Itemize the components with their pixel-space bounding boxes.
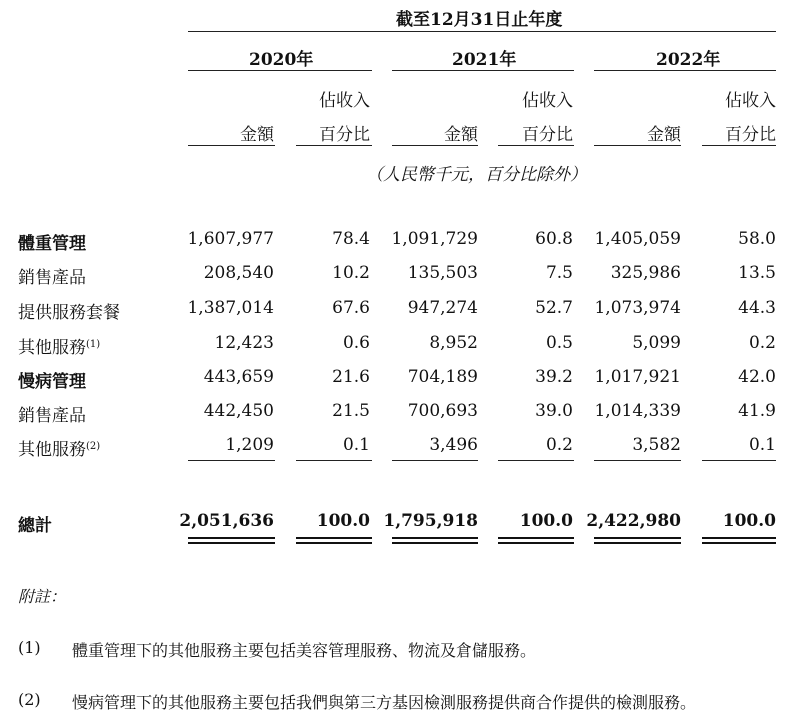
footnote-marker: (1) bbox=[86, 339, 101, 350]
amount-header-2020: 金額 bbox=[240, 125, 274, 145]
cell-amount-2021: 135,503 bbox=[407, 263, 478, 283]
row-label-text: 提供服務套餐 bbox=[18, 303, 120, 323]
amount-2022-rule bbox=[594, 145, 681, 146]
period-rule bbox=[188, 31, 776, 32]
row-label-text: 慢病管理 bbox=[18, 372, 86, 392]
year-2022-header: 2022年 bbox=[656, 50, 721, 70]
cell-pct-2022: 44.3 bbox=[738, 298, 776, 318]
total-dbl-6b bbox=[702, 542, 776, 544]
total-dbl-5b bbox=[594, 542, 681, 544]
year-2021-header: 2021年 bbox=[452, 50, 517, 70]
total-dbl-2a bbox=[296, 537, 372, 539]
unit-note: （人民幣千元，百分比除外） bbox=[366, 165, 587, 185]
total-dbl-3b bbox=[392, 542, 478, 544]
cell-amount-2021: 3,496 bbox=[429, 435, 478, 455]
row-label bbox=[18, 435, 100, 460]
row-label bbox=[18, 367, 86, 392]
row-label-text: 銷售產品 bbox=[18, 268, 86, 288]
row-label bbox=[18, 263, 86, 288]
pct-header-2020-line2: 百分比 bbox=[319, 125, 370, 145]
table-row bbox=[0, 367, 800, 393]
pct-2021-rule bbox=[498, 145, 574, 146]
cell-amount-2020: 12,423 bbox=[214, 333, 274, 353]
cell-pct-2020: 21.6 bbox=[332, 367, 370, 387]
table-row bbox=[0, 401, 800, 427]
amount-header-2021: 金額 bbox=[444, 125, 478, 145]
cell-pct-2021: 52.7 bbox=[535, 298, 573, 318]
cell-pct-2021: 7.5 bbox=[545, 263, 573, 283]
cell-amount-2020: 208,540 bbox=[203, 263, 274, 283]
year-2020-rule bbox=[188, 70, 372, 71]
subtotal-rule-3 bbox=[392, 460, 478, 461]
cell-amount-2021: 700,693 bbox=[407, 401, 478, 421]
cell-pct-2020: 67.6 bbox=[332, 298, 370, 318]
note-1-marker: (1) bbox=[18, 638, 41, 657]
amount-header-2022: 金額 bbox=[647, 125, 681, 145]
pct-header-2021-line1: 佔收入 bbox=[522, 91, 573, 111]
total-dbl-6a bbox=[702, 537, 776, 539]
subtotal-rule-5 bbox=[594, 460, 681, 461]
pct-header-2022-line1: 佔收入 bbox=[725, 91, 776, 111]
table-row bbox=[0, 229, 800, 255]
cell-amount-2021: 947,274 bbox=[407, 298, 478, 318]
cell-pct-2021: 0.5 bbox=[545, 333, 573, 353]
pct-header-2022-line2: 百分比 bbox=[725, 125, 776, 145]
total-dbl-4a bbox=[498, 537, 574, 539]
amount-2021-rule bbox=[392, 145, 478, 146]
cell-pct-2021: 39.0 bbox=[535, 401, 573, 421]
row-label bbox=[18, 333, 100, 358]
pct-header-2020-line1: 佔收入 bbox=[319, 91, 370, 111]
subtotal-rule-6 bbox=[702, 460, 776, 461]
total-pct-2022: 100.0 bbox=[722, 511, 776, 531]
cell-amount-2022: 1,073,974 bbox=[594, 298, 681, 318]
cell-pct-2022: 41.9 bbox=[738, 401, 776, 421]
cell-pct-2020: 78.4 bbox=[332, 229, 370, 249]
note-2-marker: (2) bbox=[18, 690, 41, 709]
cell-pct-2020: 21.5 bbox=[332, 401, 370, 421]
cell-pct-2022: 42.0 bbox=[738, 367, 776, 387]
total-amount-2022: 2,422,980 bbox=[586, 511, 681, 531]
cell-pct-2021: 39.2 bbox=[535, 367, 573, 387]
total-dbl-1a bbox=[188, 537, 275, 539]
pct-2022-rule bbox=[702, 145, 776, 146]
total-pct-2021: 100.0 bbox=[519, 511, 573, 531]
cell-pct-2020: 0.6 bbox=[342, 333, 370, 353]
amount-2020-rule bbox=[188, 145, 275, 146]
total-pct-2020: 100.0 bbox=[316, 511, 370, 531]
cell-amount-2020: 1,607,977 bbox=[187, 229, 274, 249]
cell-amount-2021: 8,952 bbox=[429, 333, 478, 353]
footnote-marker: (2) bbox=[86, 441, 101, 452]
total-dbl-1b bbox=[188, 542, 275, 544]
total-row bbox=[0, 511, 800, 537]
cell-amount-2022: 325,986 bbox=[610, 263, 681, 283]
cell-amount-2020: 442,450 bbox=[203, 401, 274, 421]
cell-amount-2020: 443,659 bbox=[203, 367, 274, 387]
cell-pct-2021: 0.2 bbox=[545, 435, 573, 455]
note-2-text: 慢病管理下的其他服務主要包括我們與第三方基因檢測服務提供商合作提供的檢測服務。 bbox=[72, 693, 697, 712]
cell-pct-2021: 60.8 bbox=[535, 229, 573, 249]
cell-pct-2022: 13.5 bbox=[738, 263, 776, 283]
table-row bbox=[0, 263, 800, 289]
subtotal-rule-4 bbox=[498, 460, 574, 461]
cell-amount-2020: 1,387,014 bbox=[187, 298, 274, 318]
row-label-text: 體重管理 bbox=[18, 234, 86, 254]
cell-amount-2020: 1,209 bbox=[225, 435, 274, 455]
total-dbl-4b bbox=[498, 542, 574, 544]
year-2021-rule bbox=[392, 70, 574, 71]
row-label bbox=[18, 229, 86, 254]
pct-2020-rule bbox=[296, 145, 372, 146]
cell-amount-2022: 1,405,059 bbox=[594, 229, 681, 249]
row-label-text: 其他服務 bbox=[18, 338, 86, 358]
row-label bbox=[18, 401, 86, 426]
subtotal-rule-2 bbox=[296, 460, 372, 461]
row-label-text: 銷售產品 bbox=[18, 406, 86, 426]
cell-amount-2022: 1,014,339 bbox=[594, 401, 681, 421]
cell-amount-2022: 3,582 bbox=[632, 435, 681, 455]
total-dbl-5a bbox=[594, 537, 681, 539]
table-row bbox=[0, 333, 800, 359]
cell-amount-2022: 1,017,921 bbox=[594, 367, 681, 387]
total-dbl-3a bbox=[392, 537, 478, 539]
pct-header-2021-line2: 百分比 bbox=[522, 125, 573, 145]
cell-pct-2020: 0.1 bbox=[342, 435, 370, 455]
total-label: 總計 bbox=[18, 516, 52, 536]
period-header: 截至12月31日止年度 bbox=[396, 10, 563, 30]
row-label-text: 其他服務 bbox=[18, 440, 86, 460]
cell-pct-2020: 10.2 bbox=[332, 263, 370, 283]
year-2020-header: 2020年 bbox=[249, 50, 314, 70]
year-2022-rule bbox=[594, 70, 776, 71]
subtotal-rule-1 bbox=[188, 460, 275, 461]
table-row bbox=[0, 435, 800, 461]
total-amount-2020: 2,051,636 bbox=[179, 511, 274, 531]
total-amount-2021: 1,795,918 bbox=[383, 511, 478, 531]
cell-amount-2022: 5,099 bbox=[632, 333, 681, 353]
row-label bbox=[18, 298, 120, 323]
cell-pct-2022: 0.2 bbox=[748, 333, 776, 353]
table-row bbox=[0, 298, 800, 324]
cell-amount-2021: 1,091,729 bbox=[391, 229, 478, 249]
note-1-text: 體重管理下的其他服務主要包括美容管理服務、物流及倉儲服務。 bbox=[72, 641, 537, 660]
cell-amount-2021: 704,189 bbox=[407, 367, 478, 387]
total-dbl-2b bbox=[296, 542, 372, 544]
notes-heading: 附註： bbox=[18, 587, 67, 606]
cell-pct-2022: 0.1 bbox=[748, 435, 776, 455]
cell-pct-2022: 58.0 bbox=[738, 229, 776, 249]
